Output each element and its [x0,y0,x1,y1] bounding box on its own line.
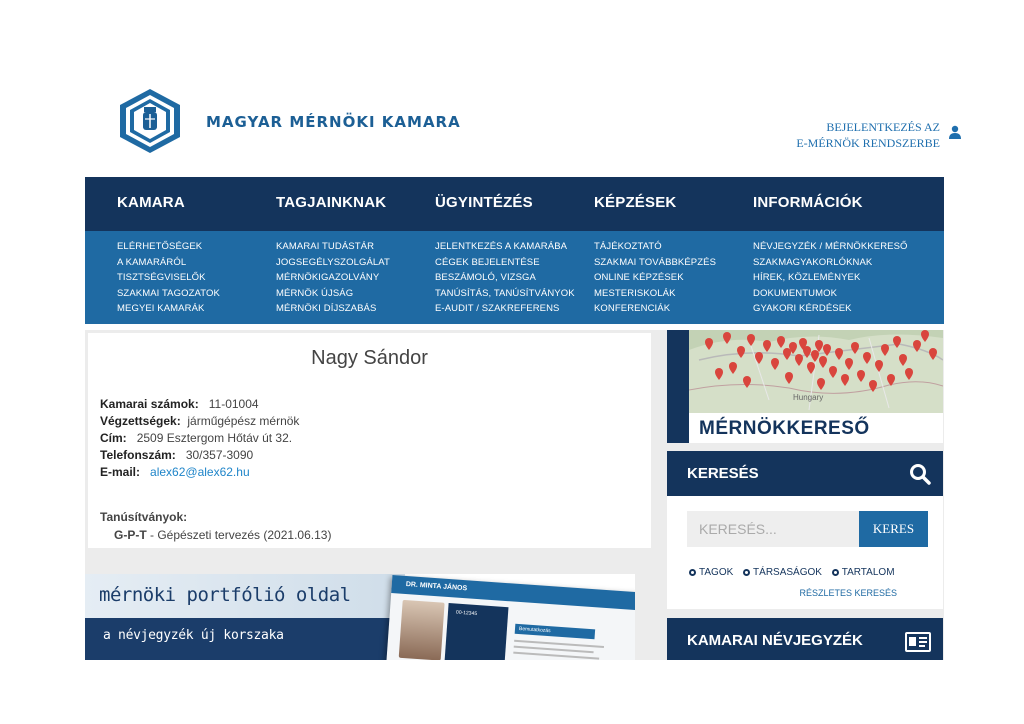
certificates [100,508,331,544]
field-value: 30/357-3090 [185,448,254,462]
login-line-2[interactable]: E-MÉRNÖK RENDSZERBE [796,136,940,150]
portfolio-preview-image [386,575,635,660]
chamber-directory-widget[interactable] [667,618,943,660]
radio-label[interactable]: TARTALOM [841,567,895,578]
nav-link[interactable]: KONFERENCIÁK [594,303,671,314]
nav-link[interactable]: BESZÁMOLÓ, VIZSGA [435,272,536,283]
search-title: KERESÉS [687,465,759,482]
login-line-1[interactable]: BEJELENTKEZÉS AZ [826,120,940,134]
nav-head-kamara[interactable]: KAMARA [117,194,185,211]
preview-tab: Bemutatkozás [515,624,596,640]
nav-column-informaciok [753,177,943,317]
engineer-finder-widget[interactable] [667,330,943,443]
search-scope-options [689,567,902,578]
field-value: 11-01004 [208,397,259,411]
nav-link[interactable]: MESTERISKOLÁK [594,287,676,299]
nav-link[interactable]: HÍREK, KÖZLEMÉNYEK [753,272,861,283]
nav-link[interactable]: E-AUDIT / SZAKREFERENS [435,303,560,314]
cert-label: Tanúsítványok: [100,510,188,524]
radio-tartalom[interactable] [832,567,895,578]
radio-dot[interactable] [689,569,696,576]
nav-link[interactable]: DOKUMENTUMOK [753,287,838,299]
engineer-finder-title[interactable]: MÉRNÖKKERESŐ [699,418,870,439]
nav-link[interactable]: JELENTKEZÉS A KAMARÁBA [435,241,568,252]
map-country-label: Hungary [793,393,824,402]
id-card-icon [905,632,931,652]
nav-link[interactable]: MEGYEI KAMARÁK [117,303,205,314]
profile-name: Nagy Sándor [311,347,428,369]
radio-tagok[interactable] [689,567,733,578]
nav-head-ugyintezes[interactable]: ÜGYINTÉZÉS [435,194,533,211]
radio-label[interactable]: TÁRSASÁGOK [753,567,822,578]
nav-link[interactable]: KAMARAI TUDÁSTÁR [276,241,375,252]
nav-link[interactable]: SZAKMAI TAGOZATOK [117,287,220,299]
field-label: Telefonszám: [100,448,176,462]
banner-title: mérnöki portfólió oldal [99,584,351,606]
user-icon[interactable] [948,125,962,139]
nav-link[interactable]: JOGSEGÉLYSZOLGÁLAT [276,256,390,268]
search-icon[interactable] [909,463,931,485]
field-label: Végzettségek: [100,414,181,428]
profile-card [88,333,651,548]
nav-head-informaciok[interactable]: INFORMÁCIÓK [753,194,863,211]
search-widget [667,451,943,609]
cert-code: G-P-T [114,528,147,542]
main-navigation [85,177,944,324]
banner-subtitle: a névjegyzék új korszaka [103,628,284,643]
radio-tarsasagok[interactable] [743,567,822,578]
nav-link[interactable]: MÉRNÖK ÚJSÁG [276,287,354,299]
field-label: E-mail: [100,465,141,479]
nav-column-kepzesek [594,177,754,317]
nav-link[interactable]: MÉRNÖKI DÍJSZABÁS [276,303,377,314]
coat-of-arms-logo[interactable] [118,88,182,154]
field-value: járműgépész mérnök [187,414,300,428]
radio-dot[interactable] [832,569,839,576]
nav-link[interactable]: ELÉRHETŐSÉGEK [117,241,203,252]
directory-title[interactable]: KAMARAI NÉVJEGYZÉK [687,632,863,649]
nav-link[interactable]: MÉRNÖKIGAZOLVÁNY [276,272,380,283]
portfolio-banner[interactable] [85,574,635,660]
preview-name: DR. MINTA JÁNOS [391,575,635,611]
nav-link[interactable]: SZAKMAGYAKORLÓKNAK [753,256,873,268]
search-header [667,451,943,496]
nav-head-kepzesek[interactable]: KÉPZÉSEK [594,194,677,211]
nav-link[interactable]: SZAKMAI TOVÁBBKÉPZÉS [594,256,717,268]
nav-link[interactable]: NÉVJEGYZÉK / MÉRNÖKKERESŐ [753,241,908,252]
search-button[interactable]: KERES [859,511,928,547]
brand-title[interactable]: MAGYAR MÉRNÖKI KAMARA [206,113,461,131]
nav-link[interactable]: TÁJÉKOZTATÓ [594,241,662,252]
field-value: 2509 Esztergom Hőtáv út 32. [136,431,293,445]
nav-link[interactable]: ONLINE KÉPZÉSEK [594,272,684,283]
nav-link[interactable]: CÉGEK BEJELENTÉSE [435,256,540,268]
login-link[interactable] [796,119,940,151]
field-label: Cím: [100,431,127,445]
nav-column-kamara [117,177,277,317]
preview-id: 00-12345 [455,609,478,618]
map-graphic [689,330,943,413]
profile-info [100,396,299,481]
nav-link[interactable]: GYAKORI KÉRDÉSEK [753,303,852,314]
preview-portrait [399,600,445,660]
nav-link[interactable]: A KAMARÁRÓL [117,256,187,268]
radio-dot[interactable] [743,569,750,576]
radio-label[interactable]: TAGOK [699,567,734,578]
map-accent-bar [667,330,689,443]
nav-column-ugyintezes [435,177,595,317]
nav-column-tagjainknak [276,177,436,317]
search-input[interactable] [687,511,859,547]
email-link[interactable]: alex62@alex62.hu [150,465,250,479]
preview-sidebar [444,603,508,660]
nav-link[interactable]: TISZTSÉGVISELŐK [117,272,206,283]
hungary-map[interactable] [689,330,943,413]
preview-text-line [513,652,599,660]
field-label: Kamarai számok: [100,397,199,411]
advanced-search-link[interactable]: RÉSZLETES KERESÉS [799,588,897,598]
cert-text: - Gépészeti tervezés (2021.06.13) [146,528,332,542]
nav-head-tagjainknak[interactable]: TAGJAINKNAK [276,194,387,211]
nav-link[interactable]: TANÚSÍTÁS, TANÚSÍTVÁNYOK [435,287,575,299]
